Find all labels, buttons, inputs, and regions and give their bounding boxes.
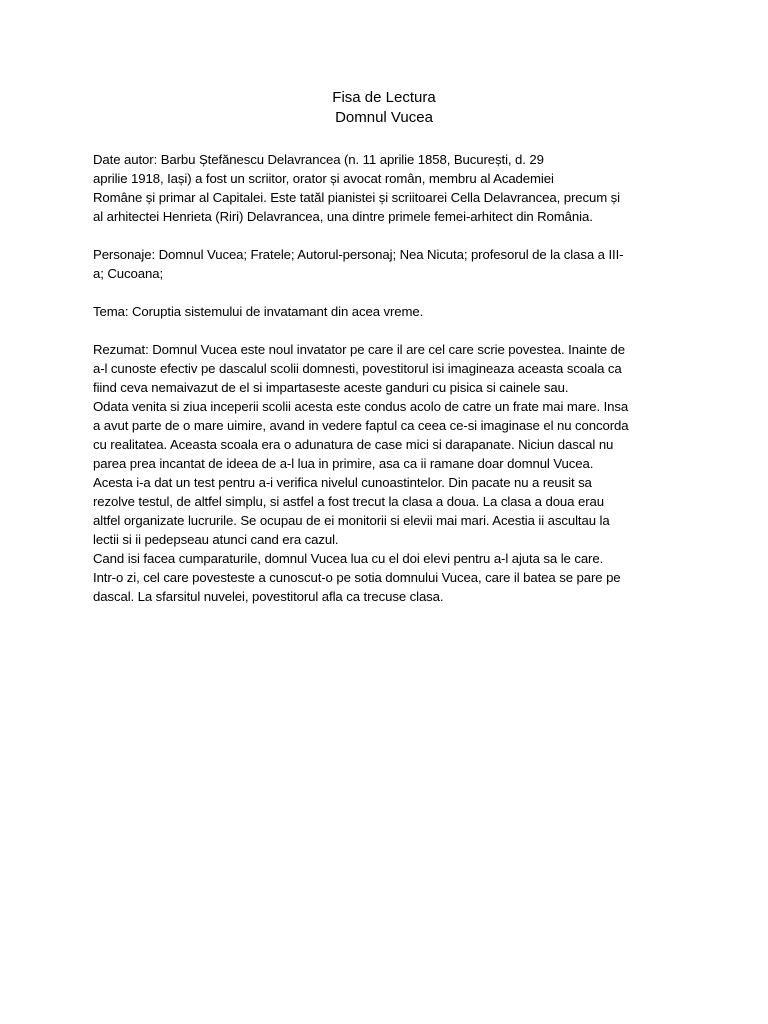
title-line-2: Domnul Vucea	[335, 109, 433, 126]
paragraph-line: lectii si ii pedepseau atunci cand era cazul.	[93, 532, 339, 547]
paragraph-line: al arhitectei Henrieta (Riri) Delavrancea, una dintre primele femei-arhitect din România.	[93, 209, 593, 224]
paragraph-line: Cand isi facea cumparaturile, domnul Vucea lua cu el doi elevi pentru a-l ajuta sa le care.	[93, 551, 604, 566]
paragraph-line: fiind ceva nemaivazut de el si impartaseste aceste ganduri cu pisica si cainele sau.	[93, 380, 569, 395]
author-paragraph	[93, 150, 683, 226]
paragraph-line: Române și primar al Capitalei. Este tatăl pianistei și scriitoarei Cella Delavrancea, precum și	[93, 190, 621, 205]
paragraph-gap	[93, 321, 683, 340]
paragraph-line: Odata venita si ziua inceperii scolii acesta este condus acolo de catre un frate mai mare. Insa	[93, 399, 629, 414]
paragraph-gap	[93, 283, 683, 302]
paragraph-line: a avut parte de o mare uimire, avand in vedere faptul ca ceea ce-si imaginase el nu concorda	[93, 418, 629, 433]
paragraph-line: a-l cunoste efectiv pe dascalul scolii domnesti, povestitorul isi imagineaza aceasta scoala ca	[93, 361, 622, 376]
characters-paragraph	[93, 245, 683, 283]
paragraph-line: Tema: Coruptia sistemului de invatamant din acea vreme.	[93, 304, 424, 319]
paragraph-line: parea prea incantat de ideea de a-l lua in primire, asa ca ii ramane doar domnul Vucea.	[93, 456, 594, 471]
paragraph-line: Date autor: Barbu Ștefănescu Delavrancea (n. 11 aprilie 1858, București, d. 29	[93, 152, 544, 167]
paragraph-line: Personaje: Domnul Vucea; Fratele; Autorul-personaj; Nea Nicuta; profesorul de la clasa a III-	[93, 247, 624, 262]
document-title	[0, 88, 768, 128]
title-line-1: Fisa de Lectura	[332, 89, 436, 106]
paragraph-line: rezolve testul, de altfel simplu, si astfel a fost trecut la clasa a doua. La clasa a doua erau	[93, 494, 604, 509]
paragraph-line: a; Cucoana;	[93, 266, 164, 281]
summary-paragraph	[93, 340, 683, 606]
paragraph-line: altfel organizate lucrurile. Se ocupau de ei monitorii si elevii mai mari. Acestia ii ascultau la	[93, 513, 610, 528]
paragraph-line: cu realitatea. Aceasta scoala era o adunatura de case mici si darapanate. Niciun dascal nu	[93, 437, 614, 452]
theme-paragraph	[93, 302, 683, 321]
paragraph-line: dascal. La sfarsitul nuvelei, povestitorul afla ca trecuse clasa.	[93, 589, 444, 604]
paragraph-gap	[93, 226, 683, 245]
paragraph-line: Intr-o zi, cel care povesteste a cunoscut-o pe sotia domnului Vucea, care il batea se pare pe	[93, 570, 621, 585]
paragraph-line: aprilie 1918, Iași) a fost un scriitor, orator și avocat român, membru al Academiei	[93, 171, 554, 186]
document-body	[93, 150, 683, 606]
paragraph-line: Rezumat: Domnul Vucea este noul invatator pe care il are cel care scrie povestea. Inainte de	[93, 342, 626, 357]
paragraph-line: Acesta i-a dat un test pentru a-i verifica nivelul cunoastintelor. Din pacate nu a reusit sa	[93, 475, 592, 490]
